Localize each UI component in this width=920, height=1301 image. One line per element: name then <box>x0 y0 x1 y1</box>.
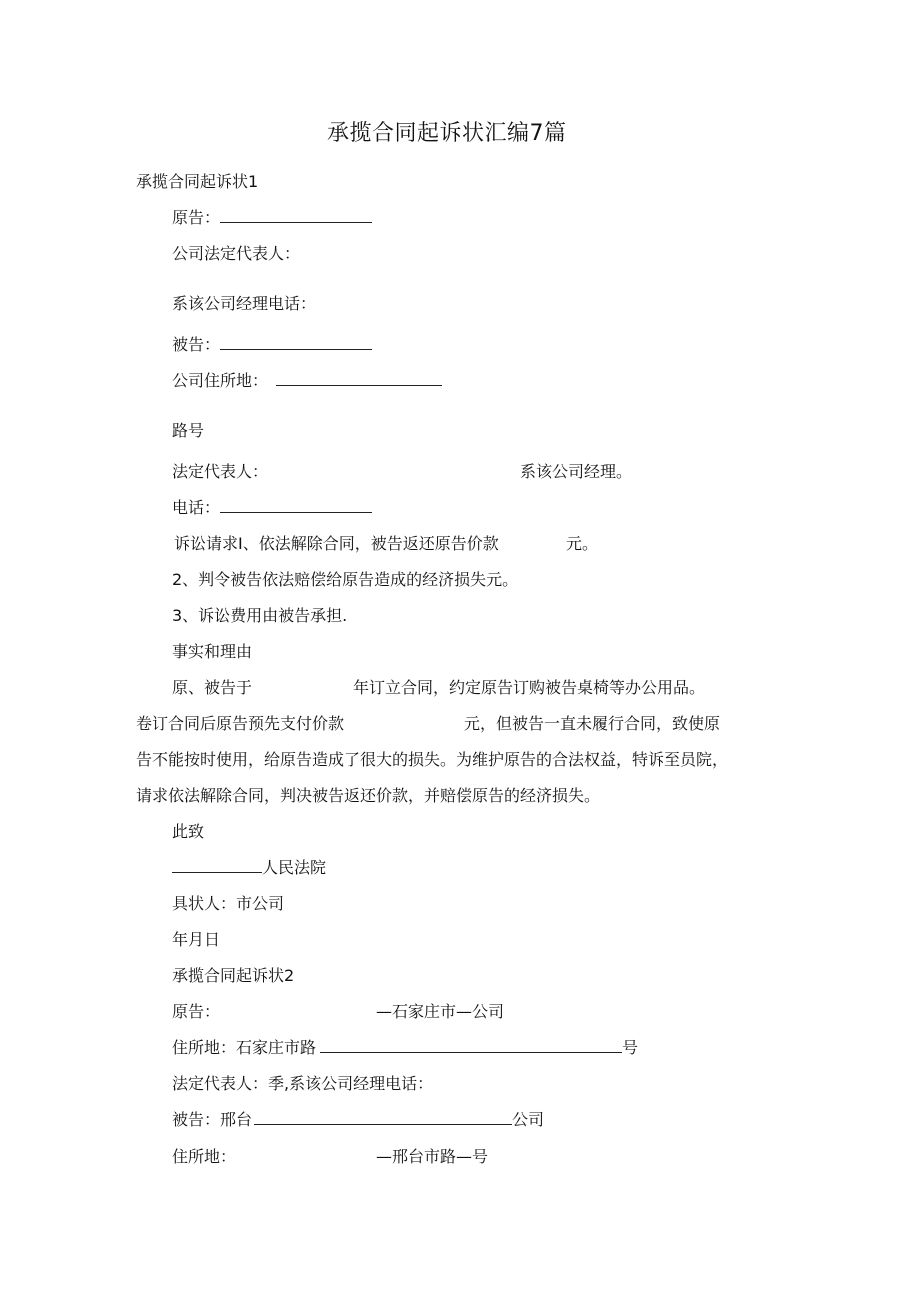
document-title: 承揽合同起诉状汇编7篇 <box>327 121 567 146</box>
facts-heading: 事实和理由 <box>172 642 253 661</box>
blank-line <box>254 1110 512 1125</box>
salutation: 此致 <box>172 822 205 841</box>
plaintiff-value-2: —石家庄市—公司 <box>376 1002 505 1021</box>
petitioner: 具状人：市公司 <box>172 894 285 913</box>
plaintiff-line <box>172 208 372 228</box>
facts-line-3: 告不能按时使用，给原告造成了很大的损失。为维护原告的合法权益，特诉至员院， <box>136 750 729 769</box>
claim-3: 3、诉讼费用由被告承担. <box>172 606 348 625</box>
section-heading-1: 承揽合同起诉状1 <box>136 172 259 191</box>
phone-label: 电话： <box>172 498 221 517</box>
section-heading-2: 承揽合同起诉状2 <box>172 966 295 985</box>
claim-2: 2、判令被告依法赔偿给原告造成的经济损失元。 <box>172 570 519 589</box>
address-label-2: 住所地：石家庄市路 <box>172 1038 317 1057</box>
manager-suffix: 系该公司经理。 <box>520 462 633 481</box>
blank-line <box>220 335 372 350</box>
blank-line <box>220 498 372 513</box>
def-address-label-2: 住所地： <box>172 1147 237 1166</box>
date-line: 年月日 <box>172 930 221 949</box>
company-address-label: 公司住所地： <box>172 371 269 390</box>
defendant-suffix-2: 公司 <box>512 1110 545 1129</box>
defendant-label-2: 被告：邢台 <box>172 1110 253 1129</box>
defendant-label: 被告： <box>172 335 221 354</box>
address-suffix-2: 号 <box>622 1038 639 1057</box>
plaintiff-label: 原告： <box>172 208 221 227</box>
road-number: 路号 <box>172 421 205 440</box>
legal-rep-2: 法定代表人：季,系该公司经理电话： <box>172 1074 434 1093</box>
claim-1: 诉讼请求I、依法解除合同，被告返还原告价款 <box>174 534 499 553</box>
facts-line-2b: 元，但被告一直未履行合同，致使原 <box>464 714 721 733</box>
blank-line <box>320 1038 622 1053</box>
facts-line-4: 请求依法解除合同，判决被告返还价款，并赔偿原告的经济损失。 <box>136 786 601 805</box>
plaintiff-label-2: 原告： <box>172 1002 221 1021</box>
facts-line-1b: 年订立合同，约定原告订购被告桌椅等办公用品。 <box>353 678 706 697</box>
blank-line <box>172 858 262 873</box>
address-line-2 <box>172 1038 638 1058</box>
claim-1-suffix: 元。 <box>566 534 599 553</box>
legal-rep-label: 法定代表人： <box>172 462 269 481</box>
manager-phone-label: 系该公司经理电话： <box>172 294 317 313</box>
court-line <box>172 858 326 878</box>
phone-line <box>172 498 372 518</box>
def-address-value-2: —邢台市路—号 <box>376 1147 489 1166</box>
facts-line-1a: 原、被告于 <box>172 678 253 697</box>
defendant-line <box>172 335 372 355</box>
blank-line <box>220 208 372 223</box>
facts-line-2a: 卷订合同后原告预先支付价款 <box>136 714 345 733</box>
defendant-line-2 <box>172 1110 544 1130</box>
blank-line <box>276 371 442 386</box>
court-suffix: 人民法院 <box>262 858 327 877</box>
company-address-line <box>172 371 442 391</box>
company-rep-label: 公司法定代表人： <box>172 244 301 263</box>
